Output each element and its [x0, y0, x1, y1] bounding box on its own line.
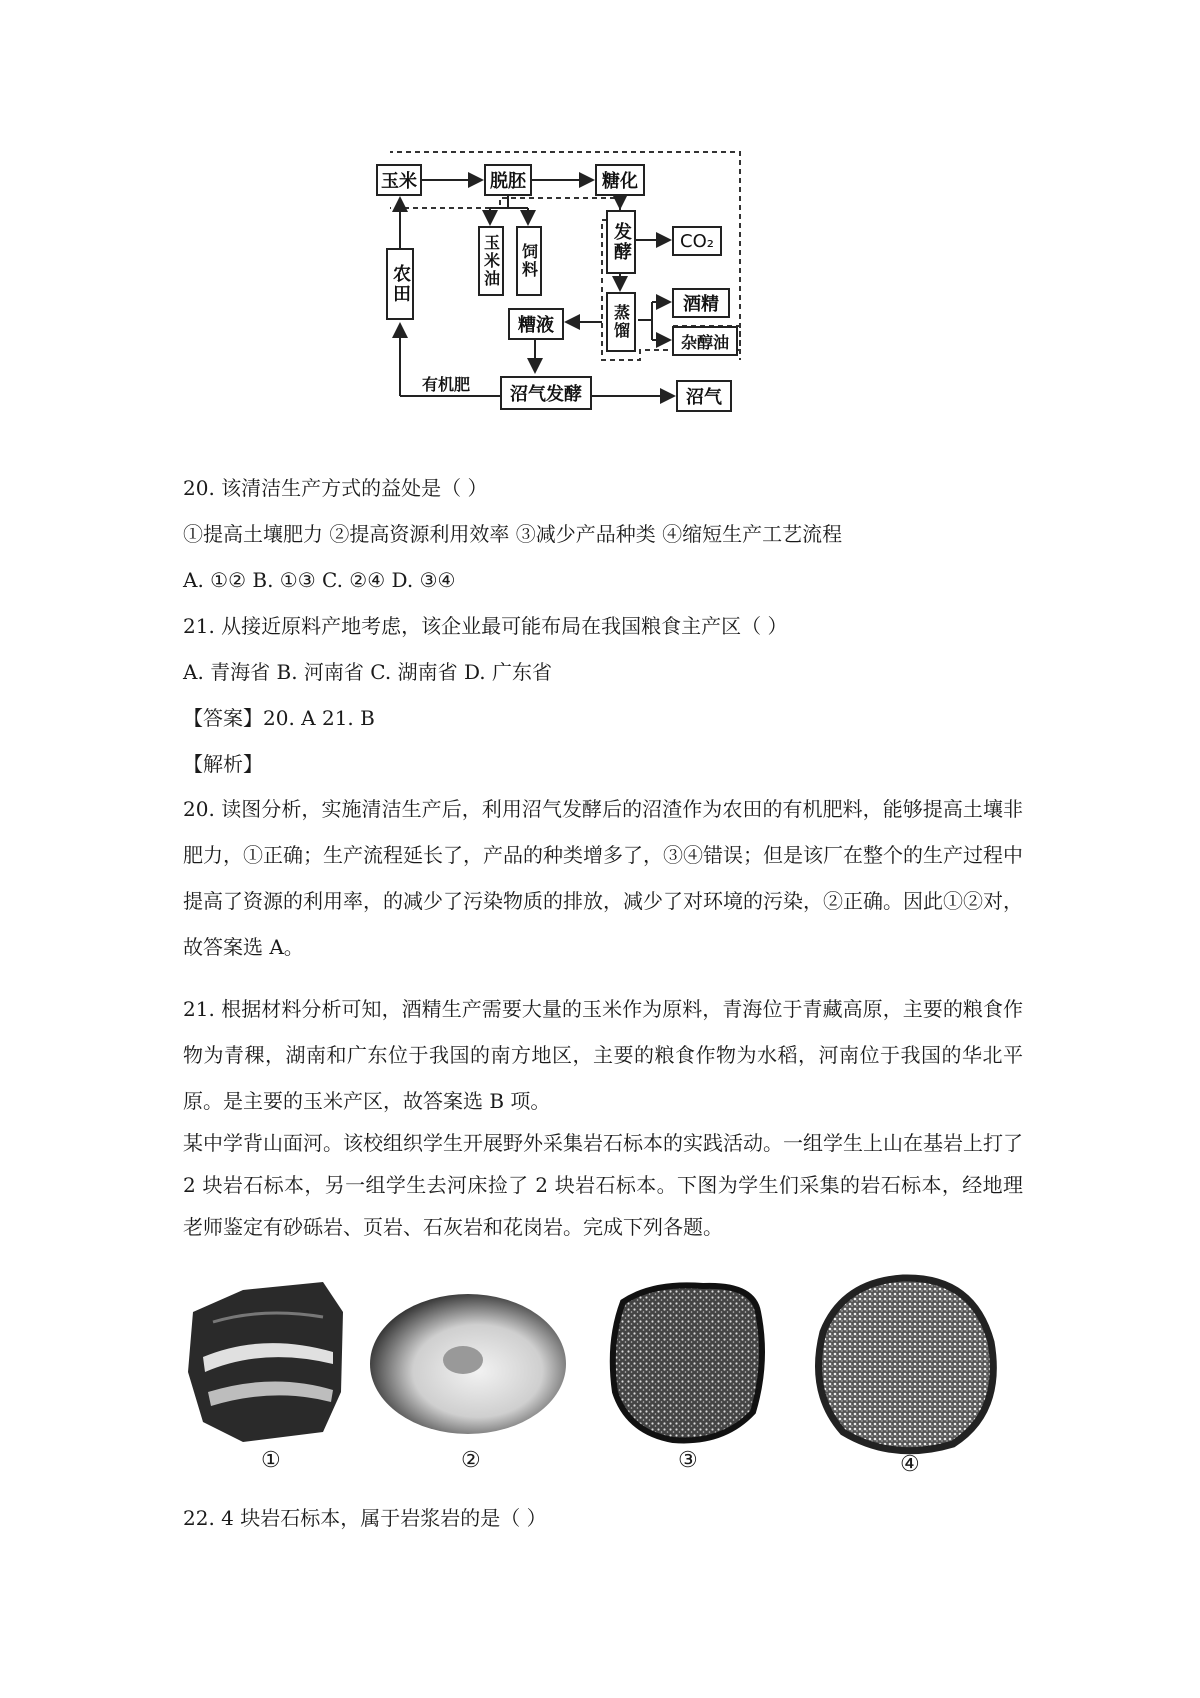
rock-1-image — [188, 1282, 343, 1442]
analysis-heading: 【解析】 — [183, 752, 263, 776]
q20-statements: ①提高土壤肥力 ②提高资源利用效率 ③减少产品种类 ④缩短生产工艺流程 — [183, 522, 843, 546]
node-co2: CO₂ — [672, 226, 722, 256]
rock-images — [183, 1272, 1023, 1487]
rock-label-1: ① — [261, 1448, 281, 1473]
process-flowchart — [381, 150, 830, 450]
node-saccharify: 糖化 — [595, 164, 645, 196]
rock-4-image — [819, 1278, 994, 1451]
rock-material: 某中学背山面河。该校组织学生开展野外采集岩石标本的实践活动。一组学生上山在基岩上打了 2 块岩石标本，另一组学生去河床捡了 2 块岩石标本。下图为学生们采集的岩石标本，经地理老师鉴定有砂砾岩、页岩、石灰岩和花岗岩。完成下列各题。 — [183, 1131, 1023, 1239]
analysis-20: 20. 读图分析，实施清洁生产后，利用沼气发酵后的沼渣作为农田的有机肥料，能够提高土壤非肥力，①正确；生产流程延长了，产品的种类增多了，③④错误；但是该厂在整个的生产过程中提高了资源的利用率，的减少了污染物质的排放，减少了对环境的污染，②正确。因此①②对，故答案选 A。 — [183, 797, 1023, 959]
node-residue: 糟液 — [508, 308, 564, 340]
rock-label-2: ② — [461, 1448, 481, 1473]
q21-options: A. 青海省 B. 河南省 C. 湖南省 D. 广东省 — [183, 660, 552, 684]
rock-3-image — [613, 1285, 762, 1440]
rock-2-image — [370, 1294, 566, 1434]
node-fusel-oil: 杂醇油 — [672, 326, 738, 356]
node-distill: 蒸馏 — [606, 292, 636, 352]
node-ferment: 发酵 — [606, 210, 636, 274]
node-corn-oil: 玉米油 — [478, 226, 504, 296]
rock-label-3: ③ — [678, 1448, 698, 1473]
edge-label-fertilizer: 有机肥 — [422, 375, 471, 394]
analysis-21: 21. 根据材料分析可知，酒精生产需要大量的玉米作为原料，青海位于青藏高原，主要的粮食作物为青稞，湖南和广东位于我国的南方地区，主要的粮食作物为水稻，河南位于我国的华北平原。是主要的玉米产区，故答案选 B 项。 — [183, 997, 1023, 1113]
node-biogas: 沼气 — [676, 380, 732, 412]
q22-stem: 22. 4 块岩石标本，属于岩浆岩的是（ ） — [183, 1506, 547, 1530]
answer-line: 【答案】20. A 21. B — [183, 706, 375, 730]
node-feed: 饲料 — [516, 226, 542, 296]
rock-label-4: ④ — [900, 1452, 920, 1477]
q20-stem: 20. 该清洁生产方式的益处是（ ） — [183, 476, 488, 500]
node-corn: 玉米 — [376, 164, 422, 196]
q21-stem: 21. 从接近原料产地考虑，该企业最可能布局在我国粮食主产区（ ） — [183, 614, 788, 638]
node-biogas-ferment: 沼气发酵 — [500, 376, 592, 410]
rock-specimens-figure — [183, 1272, 1023, 1487]
node-farmland: 农田 — [386, 248, 414, 320]
node-alcohol: 酒精 — [672, 288, 730, 318]
q20-options: A. ①② B. ①③ C. ②④ D. ③④ — [183, 568, 456, 592]
node-degerm: 脱胚 — [484, 164, 532, 196]
